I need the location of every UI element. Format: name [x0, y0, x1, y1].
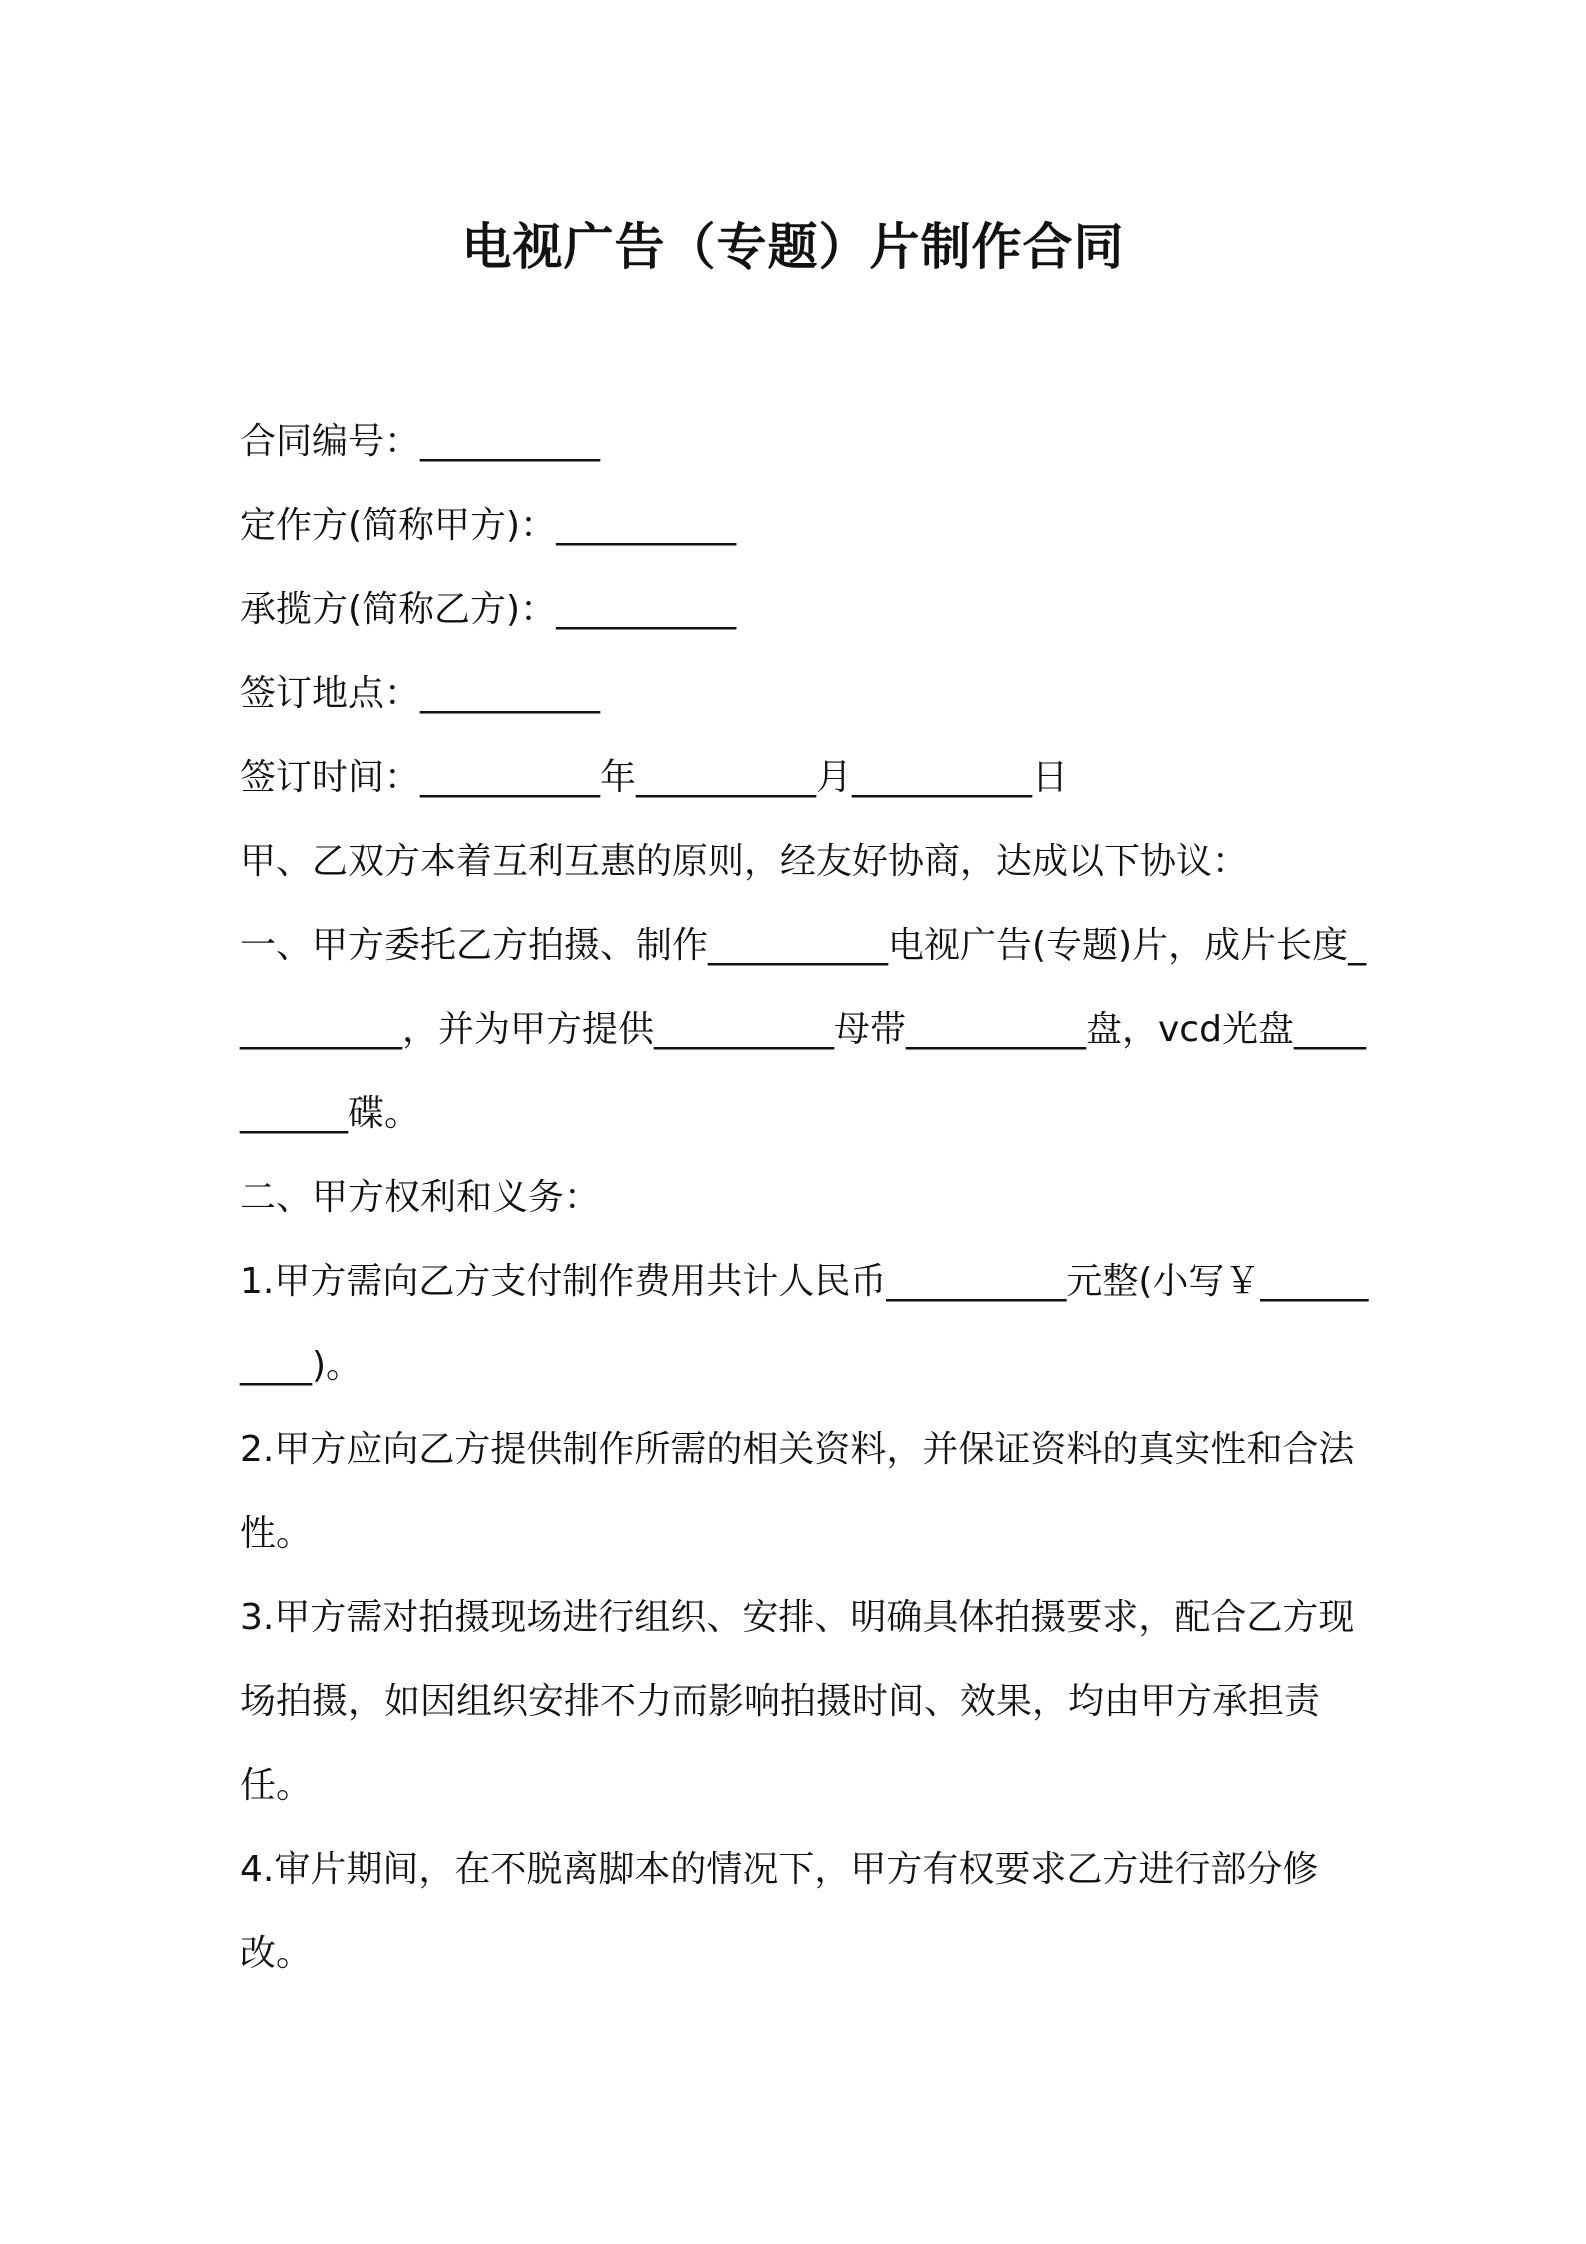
contract-body: [240, 400, 1370, 1996]
intro-paragraph: 甲、乙双方本着互利互惠的原则，经友好协商，达成以下协议：: [240, 841, 1249, 882]
section-2-item-3: 3.甲方需对拍摄现场进行组织、安排、明确具体拍摄要求，配合乙方现场拍摄，如因组织安排不力而影响拍摄时间、效果，均由甲方承担责任。: [240, 1597, 1355, 1806]
signing-place-field: 签订地点：__________: [240, 673, 601, 714]
contract-number-field: 合同编号：__________: [240, 421, 601, 462]
party-a-field: 定作方(简称甲方)：__________: [240, 505, 737, 546]
section-2-item-1: 1.甲方需向乙方支付制作费用共计人民币__________元整(小写￥__________)。: [240, 1261, 1369, 1386]
section-2-item-2: 2.甲方应向乙方提供制作所需的相关资料，并保证资料的真实性和合法性。: [240, 1429, 1355, 1554]
section-2-item-4: 4.审片期间，在不脱离脚本的情况下，甲方有权要求乙方进行部分修改。: [240, 1849, 1319, 1974]
clause-1: 一、甲方委托乙方拍摄、制作__________电视广告(专题)片，成片长度__________，并为甲方提供__________母带__________盘，vcd光盘__________碟。: [240, 925, 1367, 1134]
page-title: 电视广告（专题）片制作合同: [461, 218, 1125, 276]
section-2-heading: 二、甲方权利和义务：: [240, 1177, 601, 1218]
party-b-field: 承揽方(简称乙方)：__________: [240, 589, 737, 630]
signing-date-field: 签订时间：__________年__________月__________日: [240, 757, 1069, 798]
